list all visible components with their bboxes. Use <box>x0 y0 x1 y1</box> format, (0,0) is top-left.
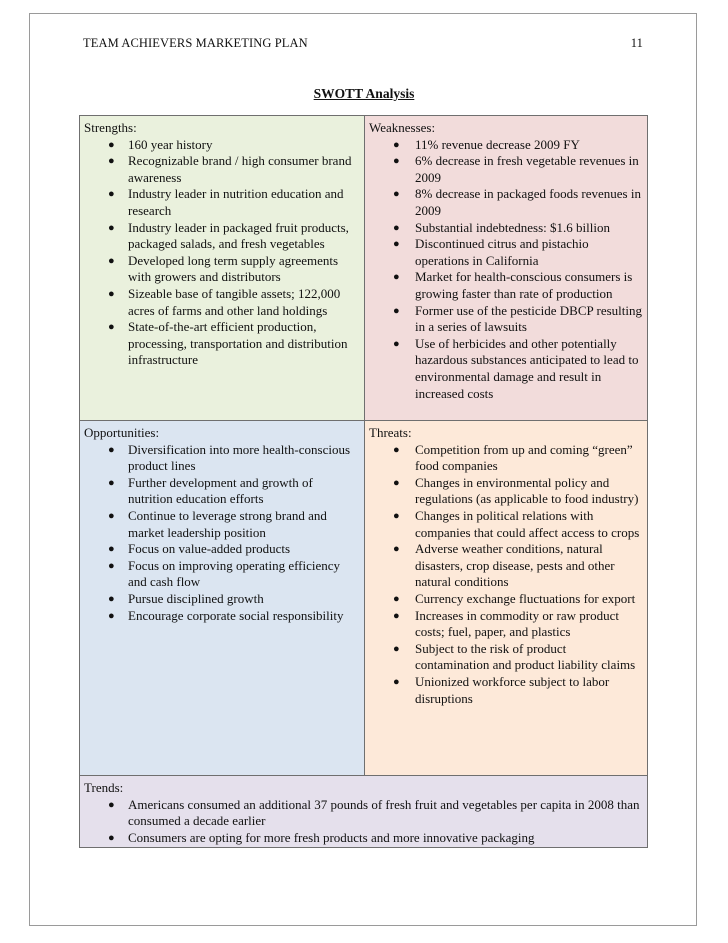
bullet-icon: ● <box>393 188 400 201</box>
bullet-icon: ● <box>393 221 400 234</box>
page-number: 11 <box>630 36 643 50</box>
bullet-icon: ● <box>108 509 115 522</box>
list-item-text: Industry leader in packaged fruit products, packaged salads, and fresh vegetables <box>128 219 349 252</box>
list-item-text: Consumers are opting for more fresh products and more innovative packaging <box>128 829 535 845</box>
list-item <box>369 508 643 541</box>
trends-list <box>84 797 643 847</box>
opportunities-heading: Opportunities: <box>84 425 160 440</box>
list-item-text: Americans consumed an additional 37 pounds of fresh fruit and vegetables per capita in 2008 than consumed a decade earlier <box>128 796 640 829</box>
list-item <box>369 269 643 302</box>
list-item <box>84 319 360 369</box>
list-item <box>84 608 360 625</box>
list-item-text: Pursue disciplined growth <box>128 590 264 606</box>
bullet-icon: ● <box>393 592 400 605</box>
bullet-icon: ● <box>108 592 115 605</box>
list-item <box>369 336 643 402</box>
list-item <box>369 153 643 186</box>
bullet-icon: ● <box>393 443 400 456</box>
weaknesses-list <box>369 137 643 403</box>
list-item-text: Changes in political relations with companies that could affect access to crops <box>415 507 640 540</box>
bullet-icon: ● <box>108 443 115 456</box>
list-item-text: Former use of the pesticide DBCP resulting in a series of lawsuits <box>415 302 642 335</box>
bullet-icon: ● <box>108 559 115 572</box>
list-item-text: 6% decrease in fresh vegetable revenues in 2009 <box>415 153 639 185</box>
list-item-text: Currency exchange fluctuations for export <box>415 590 636 606</box>
list-item-text: Encourage corporate social responsibility <box>128 607 344 623</box>
weaknesses-heading: Weaknesses: <box>369 120 436 135</box>
bullet-icon: ● <box>108 321 115 334</box>
list-item-text: Substantial indebtedness: $1.6 billion <box>415 219 610 235</box>
bullet-icon: ● <box>393 675 400 688</box>
list-item <box>369 220 643 237</box>
list-item-text: Market for health-conscious consumers is growing faster than rate of production <box>415 269 633 301</box>
list-item-text: Competition from up and coming “green” food companies <box>415 441 633 474</box>
list-item <box>369 137 643 154</box>
header-title: TEAM ACHIEVERS MARKETING PLAN <box>83 36 308 50</box>
threats-heading: Threats: <box>369 425 412 440</box>
swott-table <box>79 115 648 848</box>
list-item <box>84 220 360 253</box>
list-item <box>369 303 643 336</box>
list-item <box>84 830 643 847</box>
list-item <box>84 558 360 591</box>
list-item <box>84 186 360 219</box>
list-item <box>84 286 360 319</box>
list-item <box>369 475 643 508</box>
list-item-text: Subject to the risk of product contamination and product liability claims <box>415 640 636 673</box>
list-item <box>84 541 360 558</box>
strengths-list <box>84 137 360 369</box>
bullet-icon: ● <box>393 304 400 317</box>
list-item <box>84 253 360 286</box>
list-item <box>84 508 360 541</box>
list-item-text: Industry leader in nutrition education and research <box>128 186 344 218</box>
list-item <box>369 608 643 641</box>
bullet-icon: ● <box>393 642 400 655</box>
document-title-text: SWOTT Analysis <box>313 86 415 101</box>
bullet-icon: ● <box>108 609 115 622</box>
bullet-icon: ● <box>108 254 115 267</box>
bullet-icon: ● <box>393 476 400 489</box>
list-item-text: Changes in environmental policy and regulations (as applicable to food industry) <box>415 474 639 507</box>
list-item <box>369 541 643 591</box>
bullet-icon: ● <box>393 609 400 622</box>
table-row <box>79 421 648 776</box>
list-item-text: 11% revenue decrease 2009 FY <box>415 136 580 152</box>
list-item-text: Unionized workforce subject to labor disruptions <box>415 673 610 706</box>
bullet-icon: ● <box>393 543 400 556</box>
list-item-text: Developed long term supply agreements with growers and distributors <box>128 252 339 285</box>
list-item <box>369 442 643 475</box>
bullet-icon: ● <box>393 138 400 151</box>
list-item-text: 160 year history <box>128 136 213 152</box>
bullet-icon: ● <box>108 155 115 168</box>
bullet-icon: ● <box>393 238 400 251</box>
list-item <box>369 674 643 707</box>
list-item <box>84 153 360 186</box>
list-item <box>84 591 360 608</box>
list-item <box>369 236 643 269</box>
bullet-icon: ● <box>108 138 115 151</box>
document-title <box>0 86 728 102</box>
list-item-text: Sizeable base of tangible assets; 122,000 acres of farms and other land holdings <box>128 285 341 318</box>
bullet-icon: ● <box>108 798 115 811</box>
list-item-text: Adverse weather conditions, natural disasters, crop disease, pests and other natural conditions <box>415 541 615 590</box>
list-item-text: Use of herbicides and other potentially hazardous substances anticipated to lead to environmental damage and result in increased costs <box>415 335 639 401</box>
bullet-icon: ● <box>108 543 115 556</box>
bullet-icon: ● <box>108 831 115 844</box>
list-item-text: Focus on improving operating efficiency and cash flow <box>128 557 341 590</box>
list-item <box>369 641 643 674</box>
page-header <box>83 36 643 56</box>
list-item-text: Increases in commodity or raw product costs; fuel, paper, and plastics <box>415 607 619 640</box>
bullet-icon: ● <box>393 337 400 350</box>
table-row <box>79 776 648 848</box>
strengths-cell <box>79 115 365 421</box>
list-item-text: Further development and growth of nutrition education efforts <box>128 474 313 507</box>
list-item-text: Diversification into more health-conscious product lines <box>128 441 351 474</box>
threats-list <box>369 442 643 708</box>
list-item-text: Discontinued citrus and pistachio operations in California <box>415 236 589 268</box>
trends-cell <box>79 776 648 848</box>
threats-cell <box>365 421 648 776</box>
trends-heading: Trends: <box>84 780 124 795</box>
bullet-icon: ● <box>108 188 115 201</box>
list-item <box>84 442 360 475</box>
list-item <box>369 591 643 608</box>
list-item <box>84 797 643 830</box>
opportunities-cell <box>79 421 365 776</box>
bullet-icon: ● <box>108 287 115 300</box>
list-item <box>369 186 643 219</box>
strengths-heading: Strengths: <box>84 120 137 135</box>
list-item-text: Focus on value-added products <box>128 541 291 557</box>
bullet-icon: ● <box>108 221 115 234</box>
table-row <box>79 115 648 421</box>
list-item-text: Recognizable brand / high consumer brand awareness <box>128 153 352 185</box>
list-item <box>84 137 360 154</box>
bullet-icon: ● <box>393 509 400 522</box>
list-item-text: 8% decrease in packaged foods revenues in 2009 <box>415 186 641 218</box>
opportunities-list <box>84 442 360 625</box>
list-item-text: State-of-the-art efficient production, processing, transportation and distribution infrastructure <box>128 319 348 368</box>
bullet-icon: ● <box>393 155 400 168</box>
list-item-text: Continue to leverage strong brand and market leadership position <box>128 507 327 540</box>
bullet-icon: ● <box>393 271 400 284</box>
list-item <box>84 475 360 508</box>
bullet-icon: ● <box>108 476 115 489</box>
weaknesses-cell <box>365 115 648 421</box>
